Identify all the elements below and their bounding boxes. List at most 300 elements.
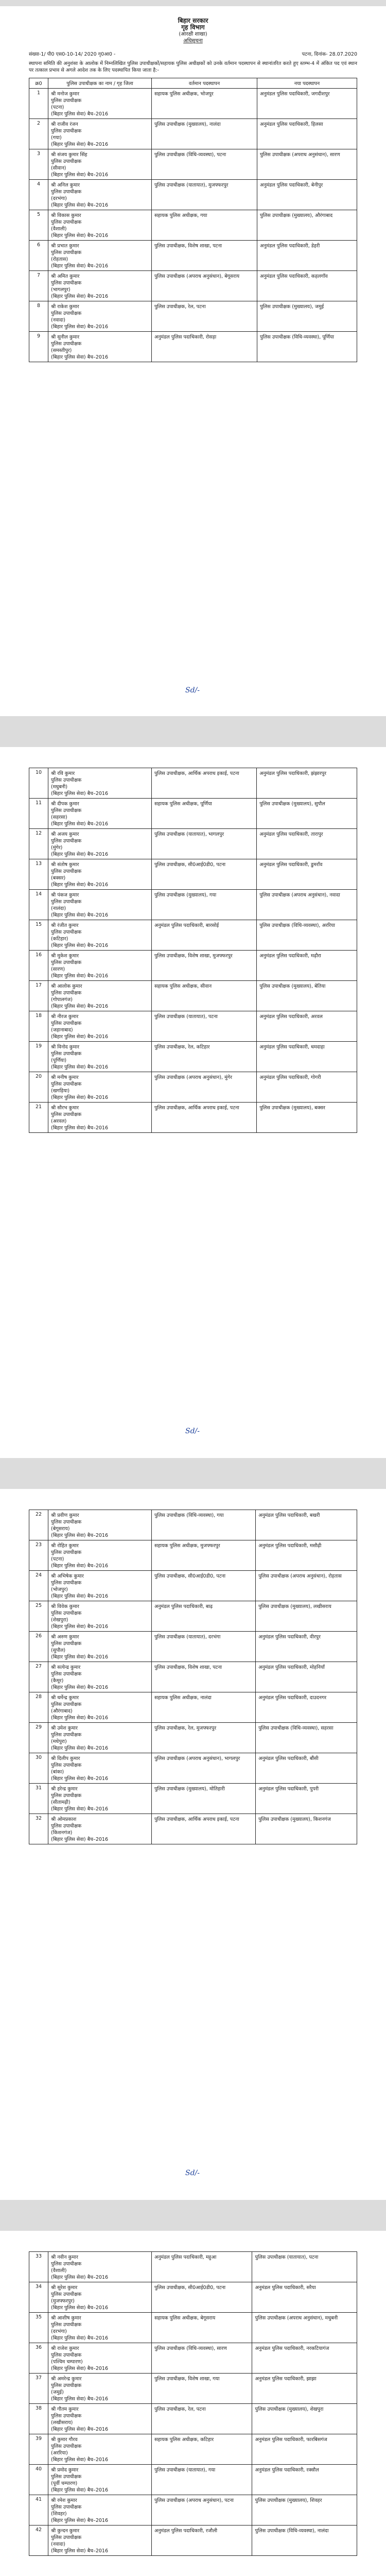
new-posting-cell: पुलिस उपाधीक्षक (मुख्यालय), शिवहर bbox=[252, 2495, 357, 2526]
officer-cell bbox=[48, 1723, 152, 1753]
table-row bbox=[29, 2465, 357, 2495]
batch-label: (बिहार पुलिस सेवा) बैच–2016 bbox=[51, 821, 109, 827]
serial-cell: 39 bbox=[29, 2434, 48, 2465]
officer-name: श्री अनिल कुमार bbox=[51, 182, 80, 188]
transfer-table-page-1 bbox=[29, 78, 357, 362]
home-district: (गोपालगंज) bbox=[51, 997, 73, 1003]
new-posting-cell: पुलिस उपाधीक्षक (मुख्यालय), सुपौल bbox=[257, 799, 357, 829]
officer-cell bbox=[48, 1510, 152, 1540]
officer-designation: पुलिस उपाधीक्षक bbox=[51, 1021, 82, 1026]
serial-cell: 6 bbox=[29, 241, 48, 271]
current-posting-cell: पुलिस उपाधीक्षक, रेल, मुजफ्फरपुर bbox=[152, 1723, 256, 1753]
new-posting-cell: पुलिस उपाधीक्षक (विधि-व्यवस्था), अररिया bbox=[257, 920, 357, 951]
officer-cell bbox=[48, 149, 152, 180]
new-posting-cell: अनुमंडल पुलिस पदाधिकारी, वीरपुर bbox=[256, 1632, 357, 1662]
current-posting-cell: पुलिस उपाधीक्षक (अपराध अनुसंधान), भागलपुर bbox=[152, 1753, 256, 1784]
home-district: (दरभंगा) bbox=[51, 196, 67, 201]
officer-name: श्री अभिषेक कुमार bbox=[51, 1573, 84, 1579]
officer-designation: पुलिस उपाधीक्षक bbox=[51, 1051, 82, 1057]
serial-cell: 29 bbox=[29, 1723, 48, 1753]
officer-cell bbox=[48, 2343, 152, 2374]
batch-label: (बिहार पुलिस सेवा) बैच–2016 bbox=[51, 2335, 109, 2341]
table-row bbox=[29, 981, 357, 1011]
table-row bbox=[29, 829, 357, 859]
serial-cell: 25 bbox=[29, 1601, 48, 1632]
transfer-table-page-2 bbox=[29, 768, 357, 1133]
table-row bbox=[29, 89, 357, 119]
home-district: (मुजफ्फरपुर) bbox=[51, 2298, 75, 2304]
officer-name: श्री संतोष कुमार bbox=[51, 862, 79, 868]
batch-label: (बिहार पुलिस सेवा) बैच–2016 bbox=[51, 912, 109, 918]
officer-name: श्री सुरेश कुमार bbox=[51, 2285, 78, 2291]
current-posting-cell: अनुमंडल पुलिस पदाधिकारी, बारसोई bbox=[152, 920, 257, 951]
table-body bbox=[29, 89, 357, 362]
document-page-3 bbox=[15, 1489, 371, 2200]
officer-name: श्री रमेश कुमार bbox=[51, 2498, 77, 2503]
home-district: (वैशाली) bbox=[51, 226, 67, 232]
table-body bbox=[29, 768, 357, 1133]
officer-name: श्री राजेश कुमार bbox=[51, 2346, 79, 2351]
unit-name: (आरक्षी शाखा) bbox=[179, 31, 207, 37]
officer-cell bbox=[48, 241, 152, 271]
officer-name: श्री विवेक कुमार bbox=[51, 1604, 79, 1609]
home-district: (औरंगाबाद) bbox=[51, 1708, 73, 1714]
new-posting-cell: पुलिस उपाधीक्षक (अपराध अनुसंधान), रोहतास bbox=[256, 1571, 357, 1601]
officer-cell bbox=[48, 1662, 152, 1692]
col-current-posting: वर्तमान पदस्थापन bbox=[152, 78, 257, 89]
transfer-table-page-3 bbox=[29, 1510, 357, 1844]
table-row bbox=[29, 920, 357, 951]
serial-cell: 16 bbox=[29, 951, 48, 981]
current-posting-cell: पुलिस उपाधीक्षक, रेल, पटना bbox=[152, 301, 257, 332]
officer-name: श्री सौरभ कुमार bbox=[51, 1105, 79, 1111]
officer-designation: पुलिस उपाधीक्षक bbox=[51, 1793, 82, 1799]
officer-designation: पुलिस उपाधीक्षक bbox=[51, 98, 82, 104]
new-posting-cell: अनुमंडल पुलिस पदाधिकारी, कहलगाँव bbox=[257, 271, 357, 301]
current-posting-cell: अनुमंडल पुलिस पदाधिकारी, महुआ bbox=[152, 2252, 252, 2282]
officer-name: श्री अरुण कुमार bbox=[51, 1634, 79, 1640]
officer-name: श्री ओमप्रकाश bbox=[51, 1817, 77, 1822]
letterhead bbox=[29, 6, 357, 44]
batch-label: (बिहार पुलिस सेवा) बैच–2016 bbox=[51, 1806, 109, 1812]
home-district: (खगड़िया) bbox=[51, 1088, 70, 1094]
department-name: गृह विभाग bbox=[181, 24, 205, 31]
serial-cell: 41 bbox=[29, 2495, 48, 2526]
officer-designation: पुलिस उपाधीक्षक bbox=[51, 1550, 82, 1555]
batch-label: (बिहार पुलिस सेवा) बैच–2016 bbox=[51, 1533, 109, 1538]
officer-designation: पुलिस उपाधीक्षक bbox=[51, 1823, 82, 1829]
home-district: (सीतामढ़ी) bbox=[51, 1800, 71, 1805]
current-posting-cell: पुलिस उपाधीक्षक, सी0आई0डी0, पटना bbox=[152, 2282, 252, 2313]
officer-designation: पुलिस उपाधीक्षक bbox=[51, 280, 82, 286]
new-posting-cell: पुलिस उपाधीक्षक (मुख्यालय), लखीसराय bbox=[256, 1601, 357, 1632]
officer-cell bbox=[48, 1011, 152, 1042]
current-posting-cell: पुलिस उपाधीक्षक (यातायात), भागलपुर bbox=[152, 829, 257, 859]
officer-name: श्री मनोज कुमार bbox=[51, 91, 80, 97]
officer-designation: पुलिस उपाधीक्षक bbox=[51, 2292, 82, 2297]
new-posting-cell: अनुमंडल पुलिस पदाधिकारी, बेनीपुर bbox=[257, 180, 357, 210]
officer-cell bbox=[48, 210, 152, 241]
serial-cell: 28 bbox=[29, 1692, 48, 1723]
new-posting-cell: अनुमंडल पुलिस पदाधिकारी, फारबिसगंज bbox=[252, 2434, 357, 2465]
current-posting-cell: पुलिस उपाधीक्षक, आर्थिक अपराध इकाई, पटना bbox=[152, 1814, 256, 1844]
page-gap-1 bbox=[0, 716, 386, 747]
officer-name: श्री सत्येन्द्र कुमार bbox=[51, 1665, 81, 1670]
batch-label: (बिहार पुलिस सेवा) बैच–2016 bbox=[51, 2487, 109, 2493]
batch-label: (बिहार पुलिस सेवा) बैच–2016 bbox=[51, 233, 109, 239]
officer-designation: पुलिस उपाधीक्षक bbox=[51, 1762, 82, 1768]
serial-cell: 8 bbox=[29, 301, 48, 332]
home-district: (जहानाबाद) bbox=[51, 1027, 73, 1033]
letter-number: संख्या-1/ पी0 एस0-10-14/ 2020 गृ0आ0 - bbox=[29, 52, 116, 57]
current-posting-cell: पुलिस उपाधीक्षक, सी0आई0डी0, पटना bbox=[152, 859, 257, 890]
document-page-4 bbox=[15, 2231, 371, 2576]
officer-name: श्री अजय कुमार bbox=[51, 832, 79, 837]
officer-designation: पुलिस उपाधीक्षक bbox=[51, 2352, 82, 2358]
officer-name: श्री प्रवीण कुमार bbox=[51, 1513, 79, 1518]
batch-label: (बिहार पुलिस सेवा) बैच–2016 bbox=[51, 1776, 109, 1782]
batch-label: (बिहार पुलिस सेवा) बैच–2016 bbox=[51, 943, 109, 948]
home-district: (पूर्णिया) bbox=[51, 1058, 67, 1063]
batch-label: (बिहार पुलिस सेवा) बैच–2016 bbox=[51, 1837, 109, 1842]
officer-designation: पुलिस उपाधीक्षक bbox=[51, 159, 82, 164]
home-district: (सुपौल) bbox=[51, 1648, 66, 1653]
officer-designation: पुलिस उपाधीक्षक bbox=[51, 2413, 82, 2419]
home-district: (पश्चिम चम्पारण) bbox=[51, 2359, 83, 2365]
officer-cell bbox=[48, 180, 152, 210]
new-posting-cell: पुलिस उपाधीक्षक (मुख्यालय), शेखपुरा bbox=[252, 2404, 357, 2434]
new-posting-cell: अनुमंडल पुलिस पदाधिकारी, जगदीशपुर bbox=[257, 89, 357, 119]
officer-name: श्री सुनील कुमार bbox=[51, 334, 80, 340]
new-posting-cell: पुलिस उपाधीक्षक (अपराध अनुसंधान), मधुबनी bbox=[252, 2313, 357, 2343]
new-posting-cell: अनुमंडल पुलिस पदाधिकारी, झाझा bbox=[252, 2374, 357, 2404]
home-district: (सीवान) bbox=[51, 165, 66, 171]
current-posting-cell: पुलिस उपाधीक्षक (विधि-व्यवस्था), पटना bbox=[152, 149, 257, 180]
officer-designation: पुलिस उपाधीक्षक bbox=[51, 838, 82, 844]
table-row bbox=[29, 2252, 357, 2282]
table-row bbox=[29, 1011, 357, 1042]
letter-date: पटना, दिनांक- 28.07.2020 bbox=[302, 52, 357, 57]
serial-cell: 18 bbox=[29, 1011, 48, 1042]
current-posting-cell: पुलिस उपाधीक्षक (यातायात), पटना bbox=[152, 1011, 257, 1042]
batch-label: (बिहार पुलिस सेवा) बैच–2016 bbox=[51, 1125, 109, 1131]
home-district: (नवादा) bbox=[51, 2541, 65, 2547]
batch-label: (बिहार पुलिस सेवा) बैच–2016 bbox=[51, 294, 109, 299]
table-row bbox=[29, 241, 357, 271]
serial-cell: 31 bbox=[29, 1784, 48, 1814]
table-row bbox=[29, 149, 357, 180]
batch-label: (बिहार पुलिस सेवा) बैच–2016 bbox=[51, 1594, 109, 1599]
officer-name: श्री पंकज कुमार bbox=[51, 892, 79, 898]
current-posting-cell: पुलिस उपाधीक्षक (मुख्यालय), गया bbox=[152, 890, 257, 920]
table-row bbox=[29, 2374, 357, 2404]
new-posting-cell: पुलिस उपाधीक्षक (विधि-व्यवस्था), नालंदा bbox=[252, 2526, 357, 2556]
current-posting-cell: पुलिस उपाधीक्षक (विधि-व्यवस्था), गया bbox=[152, 1510, 256, 1540]
officer-designation: पुलिस उपाधीक्षक bbox=[51, 250, 82, 256]
officer-cell bbox=[48, 2404, 152, 2434]
officer-cell bbox=[48, 981, 152, 1011]
serial-cell: 27 bbox=[29, 1662, 48, 1692]
officer-cell bbox=[48, 2282, 152, 2313]
new-posting-cell: अनुमंडल पुलिस पदाधिकारी, गोगरी bbox=[257, 1072, 357, 1103]
officer-cell bbox=[48, 1601, 152, 1632]
current-posting-cell: सहायक पुलिस अधीक्षक, पूर्णिया bbox=[152, 799, 257, 829]
batch-label: (बिहार पुलिस सेवा) बैच–2016 bbox=[51, 324, 109, 330]
officer-cell bbox=[48, 89, 152, 119]
table-row bbox=[29, 2404, 357, 2434]
officer-name: श्री आलोक कुमार bbox=[51, 984, 82, 989]
officer-name: श्री उमेश कुमार bbox=[51, 1725, 78, 1731]
officer-designation: पुलिस उपाधीक्षक bbox=[51, 1081, 82, 1087]
serial-cell: 2 bbox=[29, 119, 48, 149]
serial-cell: 14 bbox=[29, 890, 48, 920]
current-posting-cell: सहायक पुलिस अधीक्षक, भोजपुर bbox=[152, 89, 257, 119]
officer-cell bbox=[48, 271, 152, 301]
current-posting-cell: पुलिस उपाधीक्षक (अपराध अनुसंधान), बेगूसराय bbox=[152, 271, 257, 301]
officer-cell bbox=[48, 890, 152, 920]
home-district: (किशनगंज) bbox=[51, 1830, 73, 1836]
table-row bbox=[29, 1072, 357, 1103]
serial-cell: 19 bbox=[29, 1042, 48, 1072]
new-posting-cell: अनुमंडल पुलिस पदाधिकारी, डेहरी bbox=[257, 241, 357, 271]
new-posting-cell: अनुमंडल पुलिस पदाधिकारी, झंझारपुर bbox=[257, 768, 357, 799]
current-posting-cell: पुलिस उपाधीक्षक, सी0आई0डी0, पटना bbox=[152, 1571, 256, 1601]
officer-designation: पुलिस उपाधीक्षक bbox=[51, 929, 82, 935]
serial-cell: 26 bbox=[29, 1632, 48, 1662]
batch-label: (बिहार पुलिस सेवा) बैच–2016 bbox=[51, 1685, 109, 1690]
officer-cell bbox=[48, 1632, 152, 1662]
officer-designation: पुलिस उपाधीक्षक bbox=[51, 189, 82, 195]
table-row bbox=[29, 1510, 357, 1540]
current-posting-cell: पुलिस उपाधीक्षक, आर्थिक अपराध इकाई, पटना bbox=[152, 1103, 257, 1133]
new-posting-cell: अनुमंडल पुलिस पदाधिकारी, अरवल bbox=[257, 1011, 357, 1042]
officer-designation: पुलिस उपाधीक्षक bbox=[51, 341, 82, 347]
officer-name: श्री प्रभात कुमार bbox=[51, 243, 79, 249]
batch-label: (बिहार पुलिस सेवा) बैच–2016 bbox=[51, 263, 109, 269]
document-page-2 bbox=[15, 747, 371, 1458]
officer-designation: पुलिस उपाधीक्षक bbox=[51, 2474, 82, 2480]
officer-name: श्री हरेन्द्र कुमार bbox=[51, 1786, 78, 1792]
current-posting-cell: पुलिस उपाधीक्षक (मुख्यालय), मोतिहारी bbox=[152, 1784, 256, 1814]
batch-label: (बिहार पुलिस सेवा) बैच–2016 bbox=[51, 1715, 109, 1721]
serial-cell: 33 bbox=[29, 2252, 48, 2282]
serial-cell: 15 bbox=[29, 920, 48, 951]
serial-cell: 9 bbox=[29, 332, 48, 362]
home-district: (शिवहर) bbox=[51, 2511, 67, 2517]
home-district: (बक्सर) bbox=[51, 875, 66, 881]
serial-cell: 36 bbox=[29, 2343, 48, 2374]
serial-cell: 34 bbox=[29, 2282, 48, 2313]
home-district: (भागलपुर) bbox=[51, 287, 71, 293]
batch-label: (बिहार पुलिस सेवा) बैच–2016 bbox=[51, 354, 109, 360]
officer-name: श्री विकास कुमार bbox=[51, 213, 81, 218]
officer-name: श्री दिलीप कुमार bbox=[51, 1756, 80, 1761]
officer-designation: पुलिस उपाधीक्षक bbox=[51, 1671, 82, 1677]
home-district: (कटिहार) bbox=[51, 936, 68, 942]
batch-label: (बिहार पुलिस सेवा) बैच–2016 bbox=[51, 1745, 109, 1751]
serial-cell: 21 bbox=[29, 1103, 48, 1133]
officer-designation: पुलिस उपाधीक्षक bbox=[51, 2444, 82, 2449]
batch-label: (बिहार पुलिस सेवा) बैच–2016 bbox=[51, 2275, 109, 2280]
home-district: (सारण) bbox=[51, 967, 65, 972]
table-body bbox=[29, 2252, 357, 2556]
batch-label: (बिहार पुलिस सेवा) बैच–2016 bbox=[51, 2518, 109, 2523]
table-row bbox=[29, 210, 357, 241]
serial-cell: 12 bbox=[29, 829, 48, 859]
officer-designation: पुलिस उपाधीक्षक bbox=[51, 990, 82, 996]
batch-label: (बिहार पुलिस सेवा) बैच–2016 bbox=[51, 882, 109, 888]
officer-cell bbox=[48, 2526, 152, 2556]
new-posting-cell: अनुमंडल पुलिस पदाधिकारी, मोहनियाँ bbox=[256, 1662, 357, 1692]
new-posting-cell: अनुमंडल पुलिस पदाधिकारी, रक्सौल bbox=[252, 2465, 357, 2495]
home-district: (शेखपुरा) bbox=[51, 1617, 68, 1623]
new-posting-cell: अनुमंडल पुलिस पदाधिकारी, तारापुर bbox=[257, 829, 357, 859]
table-row bbox=[29, 859, 357, 890]
serial-cell: 37 bbox=[29, 2374, 48, 2404]
serial-cell: 13 bbox=[29, 859, 48, 890]
serial-cell: 4 bbox=[29, 180, 48, 210]
officer-name: श्री अमरेन्द्र कुमार bbox=[51, 2376, 82, 2382]
batch-label: (बिहार पुलिस सेवा) बैच–2016 bbox=[51, 1624, 109, 1630]
transfer-table-page-4 bbox=[29, 2251, 357, 2556]
page-gap-3 bbox=[0, 2200, 386, 2231]
batch-label: (बिहार पुलिस सेवा) बैच–2016 bbox=[51, 2427, 109, 2432]
officer-designation: पुलिस उपाधीक्षक bbox=[51, 1519, 82, 1525]
notice-title: अधिसूचना bbox=[183, 38, 203, 44]
home-district: (अरवल) bbox=[51, 1118, 67, 1124]
officer-designation: पुलिस उपाधीक्षक bbox=[51, 869, 82, 874]
table-row bbox=[29, 301, 357, 332]
serial-cell: 7 bbox=[29, 271, 48, 301]
table-row bbox=[29, 2434, 357, 2465]
officer-name: श्री राजीव रंजन bbox=[51, 122, 78, 127]
home-district: (पटना) bbox=[51, 1556, 64, 1562]
officer-designation: पुलिस उपाधीक्षक bbox=[51, 2322, 82, 2328]
officer-cell bbox=[48, 1042, 152, 1072]
batch-label: (बिहार पुलिस सेवा) बैच–2016 bbox=[51, 2396, 109, 2402]
table-row bbox=[29, 799, 357, 829]
serial-cell: 38 bbox=[29, 2404, 48, 2434]
officer-cell bbox=[48, 1692, 152, 1723]
new-posting-cell: अनुमंडल पुलिस पदाधिकारी, सरैया bbox=[252, 2282, 357, 2313]
home-district: (वैशाली) bbox=[51, 2268, 67, 2274]
serial-cell: 22 bbox=[29, 1510, 48, 1540]
current-posting-cell: पुलिस उपाधीक्षक (यातायात), गया bbox=[152, 2465, 252, 2495]
col-new-posting: नया पदस्थापन bbox=[257, 78, 357, 89]
new-posting-cell: अनुमंडल पुलिस पदाधिकारी, दाउदनगर bbox=[256, 1692, 357, 1723]
batch-label: (बिहार पुलिस सेवा) बैच–2016 bbox=[51, 1064, 109, 1070]
current-posting-cell: पुलिस उपाधीक्षक (मुख्यालय), नालंदा bbox=[152, 119, 257, 149]
serial-cell: 32 bbox=[29, 1814, 48, 1844]
new-posting-cell: पुलिस उपाधीक्षक (अपराध अनुसंधान), सारण bbox=[257, 149, 357, 180]
new-posting-cell: अनुमंडल पुलिस पदाधिकारी, मढ़ौरा bbox=[257, 951, 357, 981]
serial-cell: 1 bbox=[29, 89, 48, 119]
officer-cell bbox=[48, 2495, 152, 2526]
home-district: (मधेपुरा) bbox=[51, 1739, 67, 1744]
serial-cell: 24 bbox=[29, 1571, 48, 1601]
col-name: पुलिस उपाधीक्षक का नाम / गृह जिला bbox=[48, 78, 152, 89]
officer-name: श्री नवीन कुमार bbox=[51, 2255, 78, 2260]
officer-designation: पुलिस उपाधीक्षक bbox=[51, 311, 82, 316]
current-posting-cell: सहायक पुलिस अधीक्षक, बेगूसराय bbox=[152, 2313, 252, 2343]
officer-designation: पुलिस उपाधीक्षक bbox=[51, 2535, 82, 2540]
new-posting-cell: पुलिस उपाधीक्षक (यातायात), पटना bbox=[252, 2252, 357, 2282]
officer-designation: पुलिस उपाधीक्षक bbox=[51, 2504, 82, 2510]
table-row bbox=[29, 1723, 357, 1753]
table-row bbox=[29, 1540, 357, 1571]
current-posting-cell: पुलिस उपाधीक्षक, आर्थिक अपराध इकाई, पटना bbox=[152, 768, 257, 799]
serial-cell: 23 bbox=[29, 1540, 48, 1571]
officer-cell bbox=[48, 1571, 152, 1601]
current-posting-cell: पुलिस उपाधीक्षक (विधि-व्यवस्था), सारण bbox=[152, 2343, 252, 2374]
serial-cell: 17 bbox=[29, 981, 48, 1011]
officer-cell bbox=[48, 1540, 152, 1571]
officer-name: श्री राकेश कुमार bbox=[51, 304, 79, 310]
new-posting-cell: पुलिस उपाधीक्षक (मुख्यालय), औरंगाबाद bbox=[257, 210, 357, 241]
table-row bbox=[29, 1662, 357, 1692]
officer-name: श्री रवि कुमार bbox=[51, 771, 75, 776]
new-posting-cell: पुलिस उपाधीक्षक (अपराध अनुसंधान), नवादा bbox=[257, 890, 357, 920]
home-district: (समस्तीपुर) bbox=[51, 348, 72, 353]
officer-cell bbox=[48, 1072, 152, 1103]
officer-cell bbox=[48, 799, 152, 829]
table-row bbox=[29, 1571, 357, 1601]
officer-designation: पुलिस उपाधीक्षक bbox=[51, 1732, 82, 1738]
current-posting-cell: पुलिस उपाधीक्षक (अपराध अनुसंधान), मुंगेर bbox=[152, 1072, 257, 1103]
home-district: (बेगूसराय) bbox=[51, 1526, 70, 1532]
home-district: (अररिया) bbox=[51, 2450, 68, 2456]
officer-cell bbox=[48, 1753, 152, 1784]
current-posting-cell: सहायक पुलिस अधीक्षक, गया bbox=[152, 210, 257, 241]
officer-designation: पुलिस उपाधीक्षक bbox=[51, 128, 82, 134]
table-row bbox=[29, 1103, 357, 1133]
current-posting-cell: पुलिस उपाधीक्षक (अपराध अनुसंधान), पटना bbox=[152, 2495, 252, 2526]
table-row bbox=[29, 2526, 357, 2556]
intro-paragraph: स्थापना समिति की अनुशंसा के आलोक में निम्नलिखित पुलिस उपाधीक्षकों/सहायक पुलिस अधीक्षकों को उनके वर्तमान पदस्थापन से स्थानांतरित करते हुए स्तम्भ-4 में अंकित पद एवं स्थान पर तत्काल प्रभाव से अगले आदेश तक के लिए पदस्थापित किया जाता है:- bbox=[29, 61, 357, 73]
home-district: (नवादा) bbox=[51, 317, 65, 323]
officer-designation: पुलिस उपाधीक्षक bbox=[51, 899, 82, 905]
current-posting-cell: पुलिस उपाधीक्षक (यातायात), दरभंगा bbox=[152, 1632, 256, 1662]
document-page-1 bbox=[15, 6, 371, 716]
home-district: (बांका) bbox=[51, 1769, 64, 1775]
current-posting-cell: सहायक पुलिस अधीक्षक, मुजफ्फरपुर bbox=[152, 1540, 256, 1571]
officer-cell bbox=[48, 829, 152, 859]
govt-name: बिहार सरकार bbox=[178, 17, 208, 24]
serial-cell: 11 bbox=[29, 799, 48, 829]
batch-label: (बिहार पुलिस सेवा) बैच–2016 bbox=[51, 202, 109, 208]
officer-cell bbox=[48, 332, 152, 362]
table-row bbox=[29, 180, 357, 210]
current-posting-cell: पुलिस उपाधीक्षक, विशेष शाखा, पटना bbox=[152, 241, 257, 271]
officer-cell bbox=[48, 768, 152, 799]
new-posting-cell: अनुमंडल पुलिस पदाधिकारी, धमदाहा bbox=[257, 1042, 357, 1072]
current-posting-cell: अनुमंडल पुलिस पदाधिकारी, रजौली bbox=[152, 2526, 252, 2556]
current-posting-cell: सहायक पुलिस अधीक्षक, नालंदा bbox=[152, 1692, 256, 1723]
officer-name: श्री नीरज कुमार bbox=[51, 1014, 79, 1020]
table-row bbox=[29, 1814, 357, 1844]
new-posting-cell: अनुमंडल पुलिस पदाधिकारी, डुमराँव bbox=[257, 859, 357, 890]
page-gap-2 bbox=[0, 1458, 386, 1489]
home-district: (जमुई) bbox=[51, 2389, 64, 2395]
officer-cell bbox=[48, 2252, 152, 2282]
table-row bbox=[29, 890, 357, 920]
officer-designation: पुलिस उपाधीक्षक bbox=[51, 1112, 82, 1117]
officer-cell bbox=[48, 2434, 152, 2465]
home-district: (सहरसा) bbox=[51, 815, 67, 820]
batch-label: (बिहार पुलिस सेवा) बैच–2016 bbox=[51, 111, 109, 117]
home-district: (भोजपुर) bbox=[51, 1587, 68, 1592]
current-posting-cell: सहायक पुलिस अधीक्षक, कटिहार bbox=[152, 2434, 252, 2465]
